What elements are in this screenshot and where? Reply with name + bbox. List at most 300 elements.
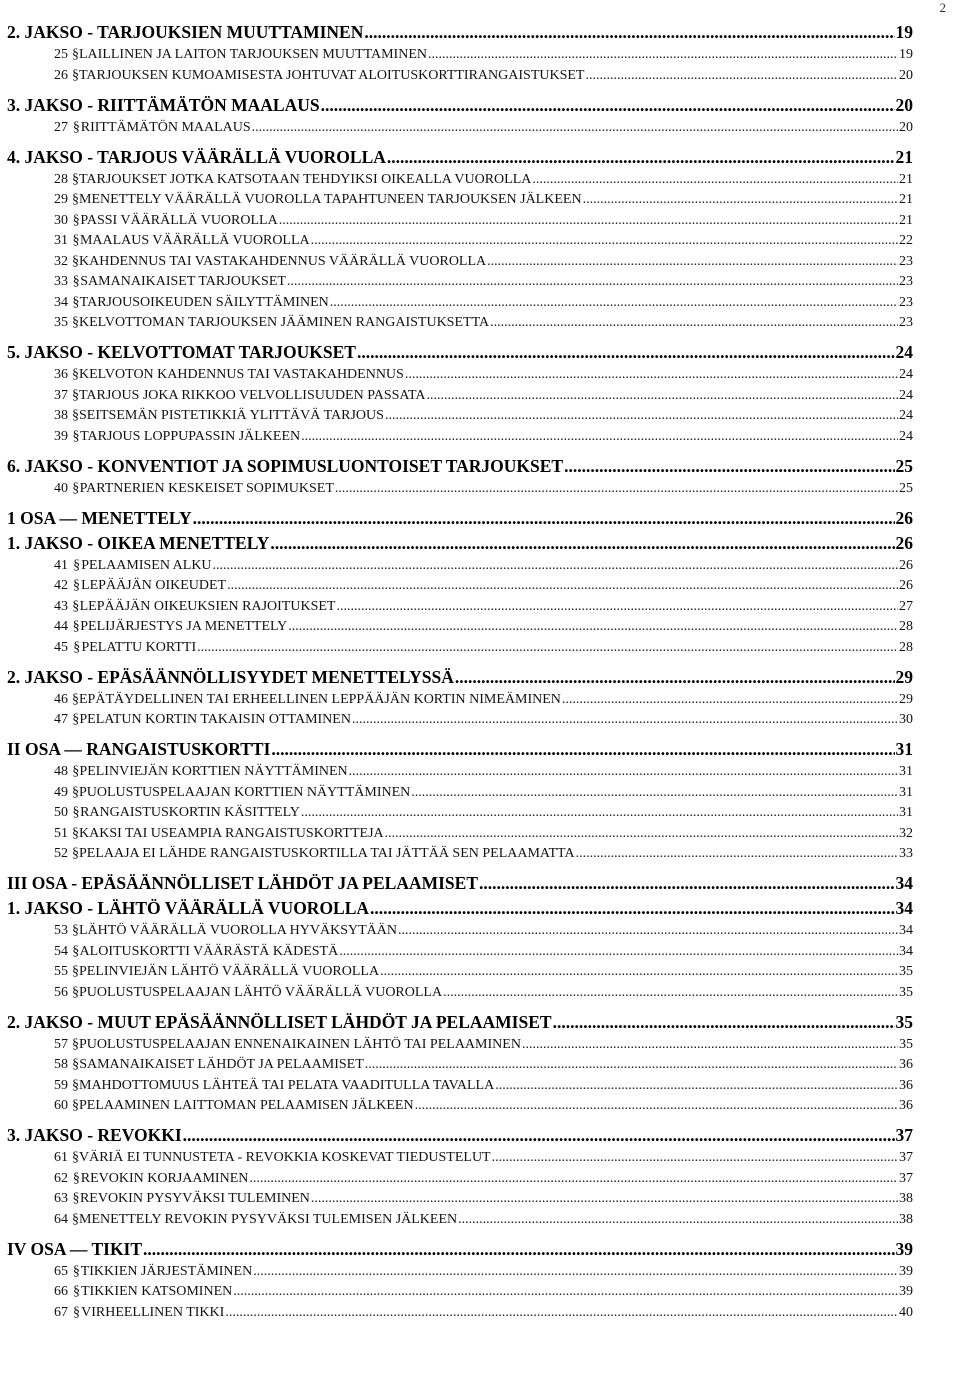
toc-page-number: 26 <box>899 578 913 593</box>
section-sign-icon: § <box>72 1057 80 1072</box>
toc-entry[interactable] <box>7 365 913 384</box>
section-sign-icon: § <box>72 480 80 496</box>
toc-entry-number: 35 <box>54 315 68 330</box>
dot-leader <box>553 1011 895 1033</box>
toc-entry-number: 36 <box>54 367 68 382</box>
toc-entry[interactable] <box>7 1210 913 1229</box>
toc-page-number: 19 <box>895 22 913 42</box>
toc-entry[interactable] <box>7 1035 913 1054</box>
toc-heading-title: 5. JAKSO - KELVOTTOMAT TARJOUKSET <box>7 342 356 362</box>
dot-leader <box>490 313 898 332</box>
toc-entry-title: REVOKIN PYSYVÄKSI TULEMINEN <box>79 1191 310 1206</box>
toc-entry[interactable] <box>7 983 913 1002</box>
dot-leader <box>492 1148 898 1167</box>
toc-page-number: 20 <box>895 94 913 115</box>
toc-heading-title: II OSA — RANGAISTUSKORTTI <box>7 739 271 759</box>
toc-entry-number: 63 <box>54 1191 68 1206</box>
toc-entry[interactable] <box>7 824 913 843</box>
dot-leader <box>252 118 898 137</box>
section-sign-icon: § <box>72 825 79 841</box>
toc-entry[interactable] <box>7 170 913 189</box>
dot-leader <box>233 1282 898 1301</box>
section-sign-icon: § <box>73 1304 81 1320</box>
dot-leader <box>385 824 898 843</box>
toc-entry[interactable] <box>7 803 913 822</box>
toc-page-number: 23 <box>899 253 913 269</box>
toc-entry-title: MAALAUS VÄÄRÄLLÄ VUOROLLA <box>79 233 310 248</box>
toc-entry-title: TARJOUS JOKA RIKKOO VELVOLLISUUDEN PASSATA <box>79 387 426 403</box>
toc-entry[interactable] <box>7 576 913 595</box>
section-sign-icon: § <box>72 408 79 423</box>
dot-leader <box>532 170 898 189</box>
toc-page-number: 20 <box>899 67 913 83</box>
toc-entry-number: 53 <box>54 923 68 938</box>
toc-entry-title: RIITTÄMÄTÖN MAALAUS <box>80 119 251 135</box>
toc-entry-title: SAMANAIKAISET TARJOUKSET <box>80 274 286 289</box>
toc-entry-number: 38 <box>54 408 68 423</box>
toc-heading-title: 4. JAKSO - TARJOUS VÄÄRÄLLÄ VUOROLLA <box>7 146 386 167</box>
toc-entry-title: TARJOUS LOPPUPASSIN JÄLKEEN <box>80 428 301 444</box>
toc-page-number: 39 <box>899 1284 913 1299</box>
toc-entry-number: 25 <box>54 47 68 62</box>
section-sign-icon: § <box>72 1098 79 1113</box>
toc-page-number: 35 <box>895 1011 913 1032</box>
toc-entry[interactable] <box>7 1096 913 1115</box>
toc-entry-title: PELINVIEJÄN LÄHTÖ VÄÄRÄLLÄ VUOROLLA <box>79 964 380 979</box>
toc-entry-number: 42 <box>54 578 68 593</box>
toc-entry[interactable] <box>7 762 913 781</box>
dot-leader <box>583 190 898 209</box>
toc-page-number: 21 <box>899 192 913 207</box>
toc-entry[interactable] <box>7 638 913 657</box>
toc-entry-number: 48 <box>54 764 68 779</box>
toc-heading[interactable] <box>7 1011 913 1033</box>
toc-heading[interactable] <box>7 872 913 894</box>
toc-page-number: 39 <box>895 1238 913 1259</box>
toc-entry-number: 39 <box>54 428 68 444</box>
toc-entry-number: 45 <box>54 639 68 655</box>
dot-leader <box>225 1303 898 1322</box>
toc-heading-title: 2. JAKSO - EPÄSÄÄNNÖLLISYYDET MENETTELYSSÄ <box>7 666 454 687</box>
toc-entry-number: 46 <box>54 691 68 707</box>
toc-page-number: 31 <box>895 739 913 759</box>
toc-entry[interactable] <box>7 1055 913 1074</box>
toc-page-number: 24 <box>899 367 913 382</box>
toc-entry[interactable] <box>7 272 913 291</box>
toc-heading[interactable] <box>7 1238 913 1260</box>
section-sign-icon: § <box>72 212 80 228</box>
toc-entry[interactable] <box>7 313 913 332</box>
section-sign-icon: § <box>72 1170 80 1186</box>
section-sign-icon: § <box>72 964 79 979</box>
toc-entry-title: LEPÄÄJÄN OIKEUKSIEN RAJOITUKSET <box>79 598 336 614</box>
toc-entry[interactable] <box>7 556 913 575</box>
toc-entry-title: SEITSEMÄN PISTETIKKIÄ YLITTÄVÄ TARJOUS <box>79 408 384 423</box>
toc-heading-title: 1. JAKSO - OIKEA MENETTELY <box>7 532 270 553</box>
toc-page-number: 23 <box>899 274 913 289</box>
toc-entry-title: KELVOTON KAHDENNUS TAI VASTAKAHDENNUS <box>79 367 404 382</box>
section-sign-icon: § <box>72 943 80 959</box>
section-sign-icon: § <box>72 846 79 861</box>
toc-entry-title: RANGAISTUSKORTIN KÄSITTELY <box>80 805 300 820</box>
toc-heading-title: 1. JAKSO - LÄHTÖ VÄÄRÄLLÄ VUOROLLA <box>7 898 370 918</box>
section-sign-icon: § <box>72 1150 79 1165</box>
toc-entry-number: 54 <box>54 943 68 959</box>
toc-page-number: 20 <box>899 119 913 135</box>
toc-entry-title: PELINVIEJÄN KORTTIEN NÄYTTÄMINEN <box>79 764 348 779</box>
toc-entry-title: LAILLINEN JA LAITON TARJOUKSEN MUUTTAMINEN <box>79 47 427 62</box>
dot-leader <box>270 532 894 554</box>
dot-leader <box>398 921 898 940</box>
toc-page-number: 28 <box>899 619 913 634</box>
toc-heading[interactable] <box>7 666 913 688</box>
section-sign-icon: § <box>72 619 80 634</box>
toc-entry[interactable] <box>7 597 913 616</box>
toc-page-number: 33 <box>899 846 913 861</box>
section-sign-icon: § <box>72 764 80 779</box>
toc-entry-number: 50 <box>54 805 68 820</box>
toc-entry[interactable] <box>7 190 913 209</box>
toc-entry-title: PUOLUSTUSPELAAJAN ENNENAIKAINEN LÄHTÖ TAI PELAAMINEN <box>79 1036 521 1052</box>
dot-leader <box>311 231 898 250</box>
dot-leader <box>183 1124 895 1146</box>
toc-heading-title: III OSA - EPÄSÄÄNNÖLLISET LÄHDÖT JA PELAAMISET <box>7 873 479 893</box>
toc-entry-number: 56 <box>54 984 68 1000</box>
toc-entry-number: 67 <box>54 1304 68 1320</box>
toc-entry-number: 65 <box>54 1263 68 1279</box>
dot-leader <box>336 597 898 616</box>
toc-page-number: 24 <box>895 342 913 362</box>
toc-entry-number: 26 <box>54 67 68 83</box>
dot-leader <box>301 803 898 822</box>
dot-leader <box>349 762 898 781</box>
dot-leader <box>562 690 898 709</box>
toc-entry-title: PASSI VÄÄRÄLLÄ VUOROLLA <box>80 212 278 228</box>
section-sign-icon: § <box>72 805 80 820</box>
toc-entry-title: PELAAMISEN ALKU <box>81 557 212 573</box>
toc-entry-title: MENETTELY VÄÄRÄLLÄ VUOROLLA TAPAHTUNEEN TARJOUKSEN JÄLKEEN <box>79 192 582 207</box>
toc-entry-title: TARJOUKSET JOTKA KATSOTAAN TEHDYIKSI OIKEALLA VUOROLLA <box>79 171 532 187</box>
toc-entry-number: 60 <box>54 1098 68 1113</box>
toc-entry-number: 28 <box>54 171 68 187</box>
toc-entry-number: 49 <box>54 784 68 800</box>
toc-entry[interactable] <box>7 1148 913 1167</box>
dot-leader <box>576 844 898 863</box>
toc-entry-number: 41 <box>54 557 68 573</box>
toc-entry[interactable] <box>7 211 913 230</box>
toc-entry-title: PUOLUSTUSPELAAJAN LÄHTÖ VÄÄRÄLLÄ VUOROLLA <box>79 984 443 1000</box>
toc-heading-title: IV OSA — TIKIT <box>7 1238 143 1259</box>
toc-page-number: 34 <box>895 898 913 918</box>
page-number: 2 <box>939 0 946 15</box>
dot-leader <box>564 455 894 477</box>
toc-page-number: 35 <box>899 984 913 1000</box>
toc-entry-title: LÄHTÖ VÄÄRÄLLÄ VUOROLLA HYVÄKSYTÄÄN <box>79 923 397 938</box>
toc-page-number: 37 <box>899 1150 913 1165</box>
toc-entry-number: 57 <box>54 1036 68 1052</box>
toc-page-number: 23 <box>899 294 913 310</box>
toc-entry-title: TARJOUKSEN KUMOAMISESTA JOHTUVAT ALOITUSKORTTIRANGAISTUKSET <box>79 67 585 83</box>
toc-entry[interactable] <box>7 942 913 961</box>
toc-entry-number: 51 <box>54 825 68 841</box>
dot-leader <box>335 479 898 498</box>
toc-entry[interactable] <box>7 406 913 425</box>
dot-leader <box>455 666 895 688</box>
dot-leader <box>387 146 895 168</box>
dot-leader <box>301 427 898 446</box>
toc-entry-number: 58 <box>54 1057 68 1072</box>
dot-leader <box>279 211 898 230</box>
section-sign-icon: § <box>73 557 81 573</box>
dot-leader <box>193 507 895 529</box>
toc-page-number: 27 <box>899 598 913 614</box>
section-sign-icon: § <box>72 294 80 310</box>
toc-entry-number: 62 <box>54 1170 68 1186</box>
toc-heading-title: 2. JAKSO - TARJOUKSIEN MUUTTAMINEN <box>7 22 364 42</box>
section-sign-icon: § <box>72 315 79 330</box>
section-sign-icon: § <box>73 578 81 593</box>
dot-leader <box>522 1035 898 1054</box>
toc-page-number: 32 <box>899 825 913 841</box>
section-sign-icon: § <box>72 691 79 707</box>
toc-entry[interactable] <box>7 1262 913 1281</box>
toc-entry[interactable] <box>7 921 913 940</box>
toc-page-number: 25 <box>895 455 913 476</box>
toc-entry-title: KAKSI TAI USEAMPIA RANGAISTUSKORTTEJA <box>79 825 384 841</box>
toc-entry[interactable] <box>7 252 913 271</box>
toc-entry[interactable] <box>7 844 913 863</box>
toc-entry-number: 43 <box>54 598 68 614</box>
toc-entry[interactable] <box>7 427 913 446</box>
toc-page-number: 31 <box>899 805 913 820</box>
toc-entry[interactable] <box>7 1169 913 1188</box>
toc-entry-title: MAHDOTTOMUUS LÄHTEÄ TAI PELATA VAADITULLA TAVALLA <box>79 1077 495 1093</box>
dot-leader <box>249 1169 898 1188</box>
toc-page-number: 24 <box>899 428 913 444</box>
toc-entry-number: 32 <box>54 253 68 269</box>
toc-heading[interactable] <box>7 738 913 760</box>
dot-leader <box>411 783 898 802</box>
toc-entry-title: KAHDENNUS TAI VASTAKAHDENNUS VÄÄRÄLLÄ VUOROLLA <box>79 253 487 269</box>
toc-page-number: 36 <box>899 1077 913 1093</box>
toc-entry-number: 61 <box>54 1150 68 1165</box>
toc-heading[interactable] <box>7 146 913 168</box>
toc-entry[interactable] <box>7 45 913 64</box>
dot-leader <box>365 1055 898 1074</box>
toc-entry-number: 37 <box>54 387 68 403</box>
toc-entry-number: 52 <box>54 846 68 861</box>
dot-leader <box>213 556 898 575</box>
toc-heading[interactable] <box>7 341 913 363</box>
section-sign-icon: § <box>72 47 79 62</box>
toc-entry[interactable] <box>7 1282 913 1301</box>
toc-entry-title: ALOITUSKORTTI VÄÄRÄSTÄ KÄDESTÄ <box>79 943 339 959</box>
toc-heading-title: 6. JAKSO - KONVENTIOT JA SOPIMUSLUONTOISET TARJOUKSET <box>7 455 564 476</box>
toc-page-number: 26 <box>895 532 913 553</box>
section-sign-icon: § <box>72 784 79 800</box>
toc-heading[interactable] <box>7 507 913 529</box>
toc-entry[interactable] <box>7 1076 913 1095</box>
toc-entry-title: PELATUN KORTIN TAKAISIN OTTAMINEN <box>79 712 351 727</box>
toc-page-number: 21 <box>899 212 913 228</box>
section-sign-icon: § <box>72 274 80 289</box>
section-sign-icon: § <box>72 233 80 248</box>
toc-entry-number: 27 <box>54 119 68 135</box>
section-sign-icon: § <box>73 639 81 655</box>
dot-leader <box>311 1189 898 1208</box>
section-sign-icon: § <box>72 367 79 382</box>
toc-page-number: 24 <box>899 408 913 423</box>
toc-page-number: 35 <box>899 964 913 979</box>
toc-entry-title: EPÄTÄYDELLINEN TAI ERHEELLINEN LEPPÄÄJÄN KORTIN NIMEÄMINEN <box>79 691 561 707</box>
dot-leader <box>271 738 894 760</box>
dot-leader <box>339 942 898 961</box>
toc-entry-title: PARTNERIEN KESKEISET SOPIMUKSET <box>79 480 334 496</box>
dot-leader <box>352 710 898 729</box>
toc-heading[interactable] <box>7 1124 913 1146</box>
toc-page-number: 37 <box>895 1125 913 1145</box>
toc-page-number: 36 <box>899 1098 913 1113</box>
dot-leader <box>357 341 895 363</box>
dot-leader <box>479 872 894 894</box>
section-sign-icon: § <box>72 387 79 403</box>
toc-entry-title: TARJOUSOIKEUDEN SÄILYTTÄMINEN <box>79 294 329 310</box>
section-sign-icon: § <box>72 1077 79 1093</box>
dot-leader <box>143 1238 894 1260</box>
dot-leader <box>415 1096 898 1115</box>
toc-page-number: 23 <box>899 315 913 330</box>
dot-leader <box>364 21 894 43</box>
dot-leader <box>585 66 898 85</box>
toc-heading-title: 3. JAKSO - REVOKKI <box>7 1125 182 1145</box>
toc-entry-title: MENETTELY REVOKIN PYSYVÄKSI TULEMISEN JÄLKEEN <box>79 1211 458 1227</box>
toc-entry-title: TIKKIEN JÄRJESTÄMINEN <box>80 1263 253 1279</box>
toc-page-number: 38 <box>899 1211 913 1227</box>
toc-page-number: 36 <box>899 1057 913 1072</box>
toc-entry-title: PUOLUSTUSPELAAJAN KORTTIEN NÄYTTÄMINEN <box>79 784 411 800</box>
toc-page-number: 31 <box>899 764 913 779</box>
toc-page-number: 35 <box>899 1036 913 1052</box>
toc-entry-number: 33 <box>54 274 68 289</box>
toc-page-number: 19 <box>899 47 913 62</box>
toc-heading[interactable] <box>7 94 913 116</box>
toc-page-number: 34 <box>899 923 913 938</box>
dot-leader <box>405 365 898 384</box>
toc-entry-number: 59 <box>54 1077 68 1093</box>
toc-entry[interactable] <box>7 690 913 709</box>
toc-heading[interactable] <box>7 455 913 477</box>
toc-entry[interactable] <box>7 962 913 981</box>
toc-entry-number: 29 <box>54 192 68 207</box>
toc-entry[interactable] <box>7 710 913 729</box>
dot-leader <box>330 293 898 312</box>
section-sign-icon: § <box>72 1211 79 1227</box>
toc-page-number: 26 <box>895 507 913 528</box>
section-sign-icon: § <box>72 1284 80 1299</box>
section-sign-icon: § <box>72 67 79 83</box>
toc-entry-title: KELVOTTOMAN TARJOUKSEN JÄÄMINEN RANGAISTUKSETTA <box>79 315 490 330</box>
dot-leader <box>288 617 898 636</box>
dot-leader <box>370 897 894 919</box>
toc-page-number: 22 <box>899 233 913 248</box>
section-sign-icon: § <box>72 1036 79 1052</box>
toc-entry[interactable] <box>7 783 913 802</box>
toc-entry-title: PELIJÄRJESTYS JA MENETTELY <box>80 619 288 634</box>
section-sign-icon: § <box>72 192 79 207</box>
section-sign-icon: § <box>72 923 79 938</box>
toc-entry-title: PELAAJA EI LÄHDE RANGAISTUSKORTILLA TAI JÄTTÄÄ SEN PELAAMATTA <box>79 846 575 861</box>
section-sign-icon: § <box>72 1263 80 1279</box>
toc-page-number: 21 <box>895 146 913 167</box>
toc-entry-title: TIKKIEN KATSOMINEN <box>80 1284 233 1299</box>
section-sign-icon: § <box>72 598 80 614</box>
section-sign-icon: § <box>72 253 79 269</box>
toc-page-number: 29 <box>895 666 913 687</box>
toc-heading-title: 3. JAKSO - RIITTÄMÄTÖN MAALAUS <box>7 94 320 115</box>
toc-page-number: 37 <box>899 1170 913 1186</box>
toc-entry-title: VIRHEELLINEN TIKKI <box>81 1304 225 1320</box>
toc-entry-title: PELATTU KORTTI <box>81 639 197 655</box>
toc-page-number: 31 <box>899 784 913 800</box>
section-sign-icon: § <box>72 984 79 1000</box>
toc-entry-number: 55 <box>54 964 68 979</box>
section-sign-icon: § <box>72 712 80 727</box>
toc-entry-title: REVOKIN KORJAAMINEN <box>80 1170 249 1186</box>
toc-entry-number: 34 <box>54 294 68 310</box>
dot-leader <box>495 1076 898 1095</box>
toc-heading-title: 1 OSA — MENETTELY <box>7 507 192 528</box>
toc-entry[interactable] <box>7 617 913 636</box>
dot-leader <box>197 638 898 657</box>
toc-page-number: 21 <box>899 171 913 187</box>
dot-leader <box>227 576 898 595</box>
toc-heading[interactable] <box>7 21 913 43</box>
dot-leader <box>380 962 898 981</box>
toc-entry[interactable] <box>7 231 913 250</box>
toc-entry[interactable] <box>7 66 913 85</box>
toc-entry[interactable] <box>7 479 913 498</box>
toc-page-number: 25 <box>899 480 913 496</box>
toc-entry[interactable] <box>7 118 913 137</box>
dot-leader <box>443 983 898 1002</box>
toc-entry-number: 66 <box>54 1284 68 1299</box>
toc-page-number: 29 <box>899 691 913 707</box>
dot-leader <box>487 252 898 271</box>
dot-leader <box>458 1210 898 1229</box>
section-sign-icon: § <box>72 428 80 444</box>
toc-page-number: 26 <box>899 557 913 573</box>
dot-leader <box>287 272 898 291</box>
toc-entry[interactable] <box>7 1189 913 1208</box>
toc-entry[interactable] <box>7 1303 913 1322</box>
dot-leader <box>321 94 895 116</box>
toc-entry-number: 44 <box>54 619 68 634</box>
toc-heading[interactable] <box>7 532 913 554</box>
toc-heading[interactable] <box>7 897 913 919</box>
toc-entry-number: 40 <box>54 480 68 496</box>
toc-page-number: 34 <box>899 943 913 959</box>
toc-heading-title: 2. JAKSO - MUUT EPÄSÄÄNNÖLLISET LÄHDÖT JA PELAAMISET <box>7 1011 552 1032</box>
toc-page-number: 40 <box>899 1304 913 1320</box>
toc-page-number: 38 <box>899 1191 913 1206</box>
toc-entry-number: 30 <box>54 212 68 228</box>
toc-entry[interactable] <box>7 386 913 405</box>
toc-entry[interactable] <box>7 293 913 312</box>
toc-page-number: 39 <box>899 1263 913 1279</box>
toc-entry-title: VÄRIÄ EI TUNNUSTETA - REVOKKIA KOSKEVAT TIEDUSTELUT <box>79 1150 491 1165</box>
toc-entry-number: 31 <box>54 233 68 248</box>
toc-entry-title: SAMANAIKAISET LÄHDÖT JA PELAAMISET <box>79 1057 364 1072</box>
